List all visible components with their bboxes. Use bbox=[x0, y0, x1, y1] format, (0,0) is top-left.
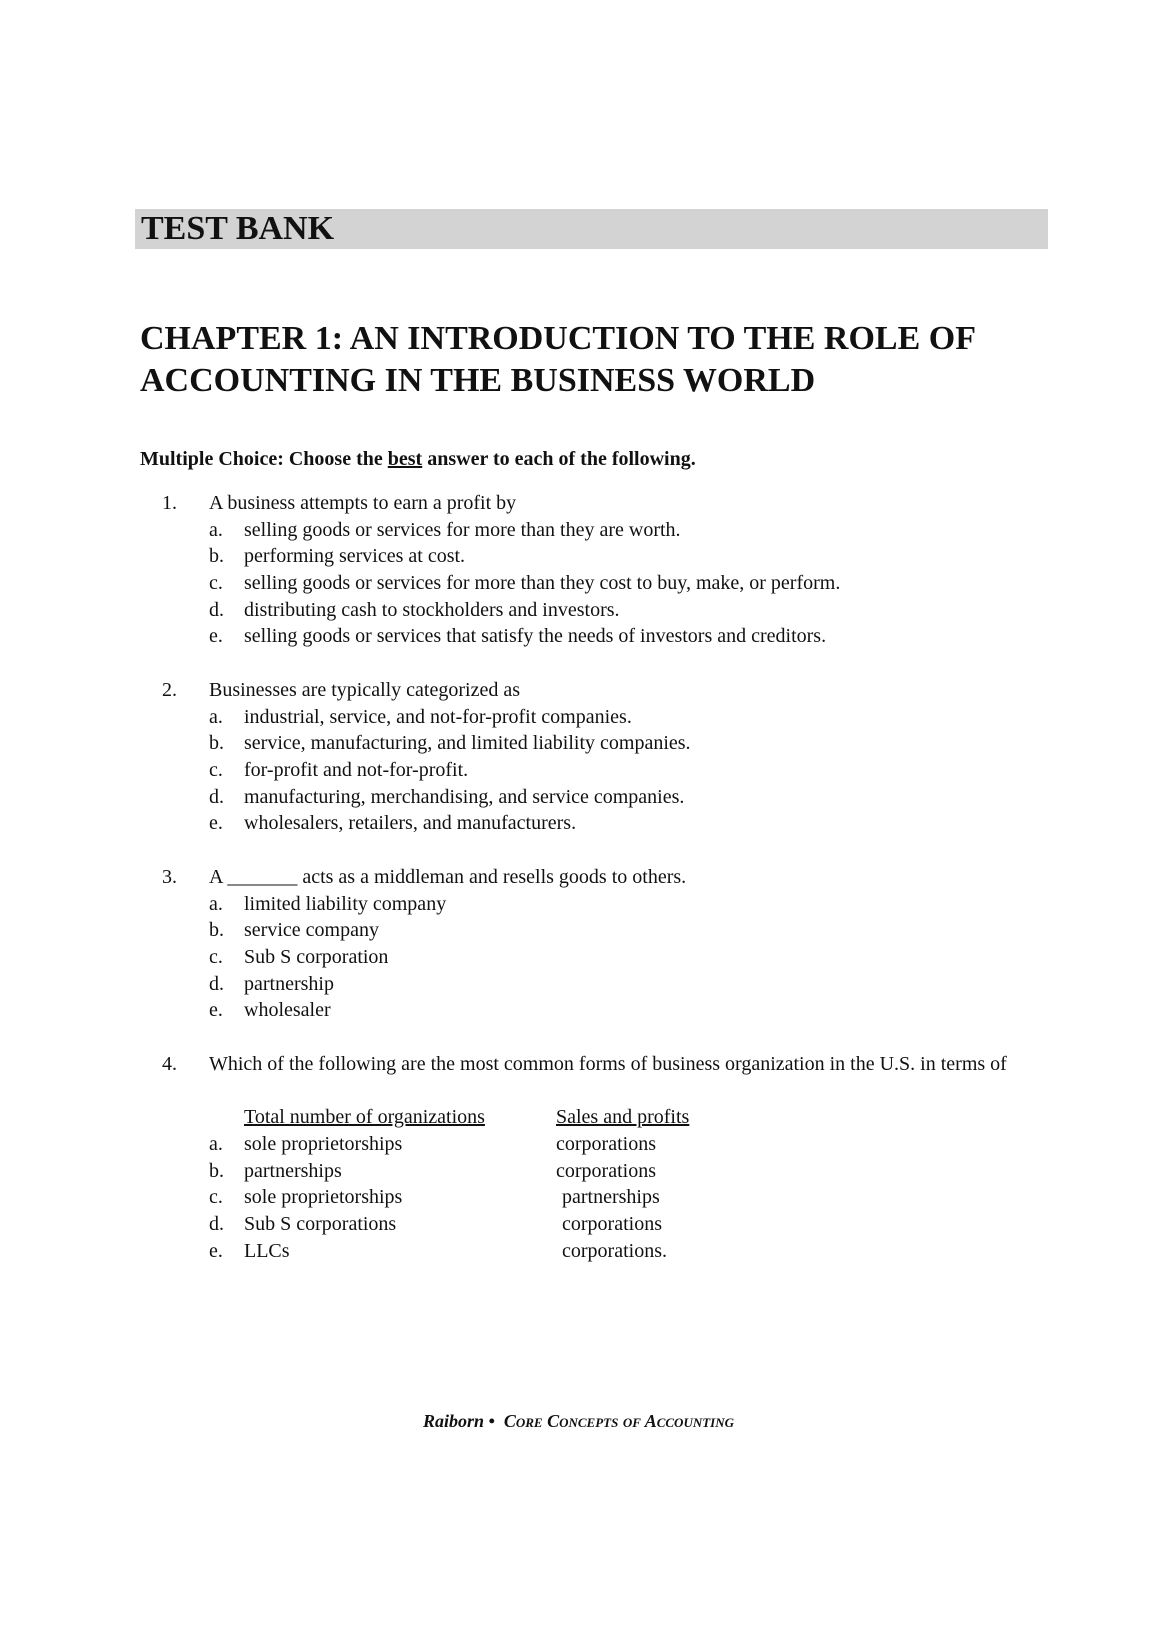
instructions-after: answer to each of the following. bbox=[422, 448, 696, 470]
question-stem: A _______ acts as a middleman and resells goods to others. bbox=[209, 866, 687, 888]
column-header-total-organizations: Total number of organizations bbox=[244, 1106, 485, 1129]
page-footer bbox=[0, 1411, 1157, 1432]
option-letter: d. bbox=[209, 972, 224, 995]
instructions-before: Multiple Choice: Choose the bbox=[140, 448, 388, 470]
footer-author: Raiborn bbox=[423, 1411, 485, 1431]
option-col2: corporations bbox=[556, 1133, 656, 1156]
option-col2: partnerships bbox=[562, 1186, 660, 1209]
instructions-emphasis: best bbox=[387, 448, 423, 470]
question-number: 1. bbox=[162, 492, 177, 514]
footer-separator: • bbox=[488, 1411, 495, 1431]
option-letter: b. bbox=[209, 919, 224, 942]
option-text: selling goods or services for more than they are worth. bbox=[244, 518, 681, 541]
option-text: sole proprietorships bbox=[244, 1133, 403, 1156]
column-header-sales-profits: Sales and profits bbox=[556, 1106, 690, 1129]
question-number: 3. bbox=[162, 866, 177, 888]
option-letter: c. bbox=[209, 946, 223, 969]
option-letter: a. bbox=[209, 705, 223, 728]
option-text: Sub S corporation bbox=[244, 946, 389, 969]
instructions bbox=[140, 446, 696, 472]
option-text: industrial, service, and not-for-profit companies. bbox=[244, 705, 632, 728]
option-text: selling goods or services that satisfy the needs of investors and creditors. bbox=[244, 625, 827, 648]
option-text: performing services at cost. bbox=[244, 545, 466, 568]
option-letter: c. bbox=[209, 572, 223, 595]
option-text: distributing cash to stockholders and investors. bbox=[244, 598, 620, 621]
test-bank-banner bbox=[135, 209, 1048, 249]
option-letter: a. bbox=[209, 518, 223, 541]
option-text: wholesaler bbox=[244, 999, 331, 1022]
option-letter: d. bbox=[209, 785, 224, 808]
banner-title: TEST BANK bbox=[141, 210, 335, 247]
option-text: manufacturing, merchandising, and service companies. bbox=[244, 785, 685, 808]
option-letter: d. bbox=[209, 1213, 224, 1236]
option-letter: e. bbox=[209, 625, 223, 648]
chapter-title: CHAPTER 1: AN INTRODUCTION TO THE ROLE OF ACCOUNTING IN THE BUSINESS WORLD bbox=[140, 320, 975, 399]
option-letter: b. bbox=[209, 1159, 224, 1182]
option-letter: b. bbox=[209, 732, 224, 755]
option-text: selling goods or services for more than they cost to buy, make, or perform. bbox=[244, 572, 841, 595]
question-number: 2. bbox=[162, 679, 177, 701]
option-letter: e. bbox=[209, 812, 223, 835]
question-stem: Which of the following are the most common forms of business organization in the U.S. in terms of bbox=[209, 1053, 1007, 1075]
option-letter: e. bbox=[209, 1239, 223, 1262]
option-text: Sub S corporations bbox=[244, 1213, 397, 1236]
option-text: for-profit and not-for-profit. bbox=[244, 759, 469, 782]
option-letter: e. bbox=[209, 999, 223, 1022]
option-letter: c. bbox=[209, 759, 223, 782]
option-letter: c. bbox=[209, 1186, 223, 1209]
option-text: partnerships bbox=[244, 1159, 342, 1182]
option-text: service company bbox=[244, 919, 379, 942]
question-stem: Businesses are typically categorized as bbox=[209, 679, 520, 701]
question-stem: A business attempts to earn a profit by bbox=[209, 492, 517, 514]
option-letter: b. bbox=[209, 545, 224, 568]
option-col2: corporations bbox=[556, 1159, 656, 1182]
option-col2: corporations. bbox=[562, 1239, 667, 1262]
option-text: wholesalers, retailers, and manufacturers. bbox=[244, 812, 577, 835]
option-text: limited liability company bbox=[244, 892, 447, 915]
option-letter: a. bbox=[209, 892, 223, 915]
option-letter: a. bbox=[209, 1133, 223, 1156]
footer-book-title: Core Concepts of Accounting bbox=[503, 1411, 734, 1431]
question-number: 4. bbox=[162, 1053, 177, 1075]
option-text: sole proprietorships bbox=[244, 1186, 403, 1209]
option-letter: d. bbox=[209, 598, 224, 621]
option-col2: corporations bbox=[562, 1213, 662, 1236]
option-text: LLCs bbox=[244, 1239, 290, 1262]
option-text: service, manufacturing, and limited liability companies. bbox=[244, 732, 691, 755]
option-text: partnership bbox=[244, 972, 334, 995]
